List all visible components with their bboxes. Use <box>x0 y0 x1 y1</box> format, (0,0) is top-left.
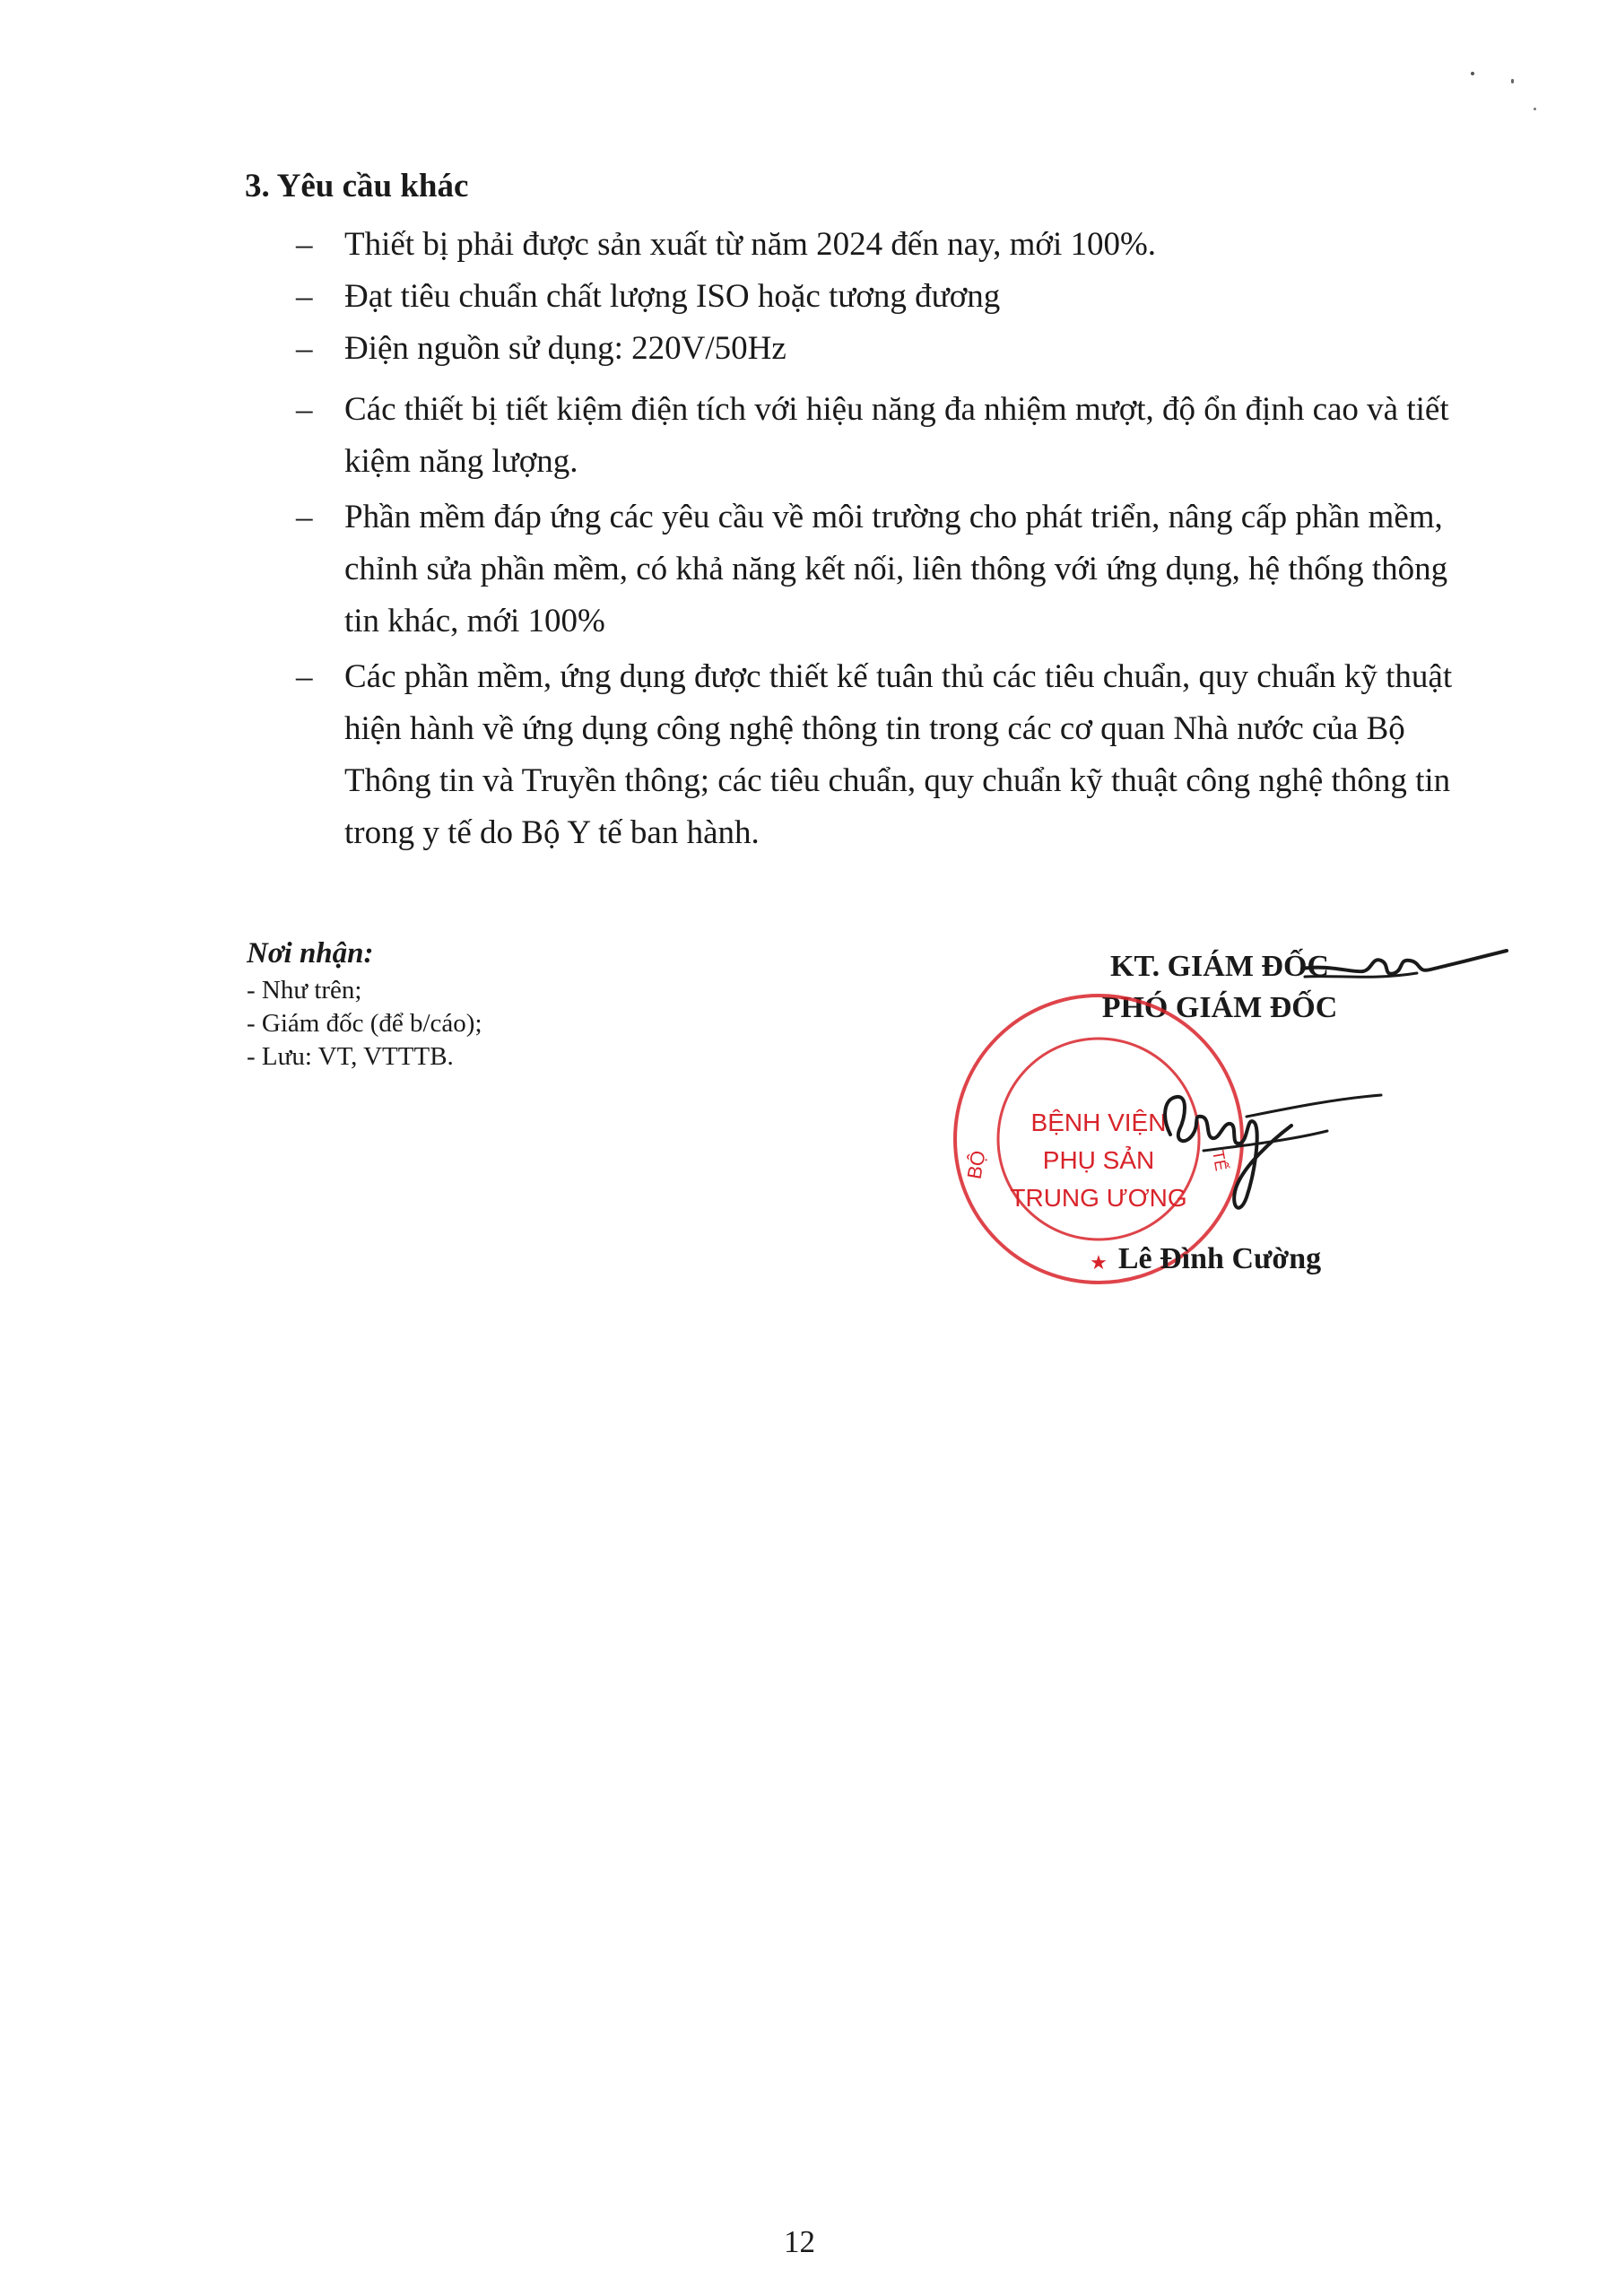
recipient-item: - Giám đốc (để b/cáo); <box>247 1009 482 1038</box>
stamp-line: BỆNH VIỆN <box>1030 1109 1167 1136</box>
stamp-line: TRUNG ƯƠNG <box>1010 1184 1187 1212</box>
signer-title-line1: KT. GIÁM ĐỐC <box>1110 950 1329 983</box>
signature-block <box>951 937 1596 1296</box>
signer-name: Lê Đình Cường <box>1117 1242 1322 1275</box>
list-item-text: Điện nguồn sử dụng: 220V/50Hz <box>344 330 786 367</box>
signer-title-line2: PHÓ GIÁM ĐỐC <box>1101 991 1338 1024</box>
list-item-text: Phần mềm đáp ứng các yêu cầu về môi trường cho phát triển, nâng cấp phần mềm, chỉnh sửa phần mềm, có khả năng kết nối, liên thông với ứng dụng, hệ thống thông tin khác, mới 100% <box>344 499 1448 639</box>
list-item-text: Thiết bị phải được sản xuất từ năm 2024 đến nay, mới 100%. <box>344 226 1157 263</box>
scan-speck <box>1534 108 1536 110</box>
recipient-item: - Lưu: VT, VTTTB. <box>247 1042 454 1071</box>
list-dash: – <box>296 391 313 428</box>
section-heading: 3. Yêu cầu khác <box>245 168 469 204</box>
list-item-text: Đạt tiêu chuẩn chất lượng ISO hoặc tương đương <box>344 278 1001 315</box>
scan-speck <box>1471 72 1474 75</box>
stamp-line: PHỤ SẢN <box>1042 1146 1155 1174</box>
list-dash: – <box>296 278 313 315</box>
list-dash: – <box>296 330 313 367</box>
stamp-star-icon: ★ <box>1090 1252 1108 1274</box>
list-dash: – <box>296 226 313 263</box>
recipients-block <box>247 937 482 1074</box>
list-item-text: Các thiết bị tiết kiệm điện tích với hiệu năng đa nhiệm mượt, độ ổn định cao và tiết kiệm năng lượng. <box>344 391 1449 480</box>
stamp-side-text: TẾ <box>1209 1148 1230 1173</box>
list-dash: – <box>296 658 313 695</box>
scan-speck <box>1511 79 1514 83</box>
recipients-list <box>247 974 482 1074</box>
page-number: 12 <box>784 2224 815 2259</box>
recipients-title: Nơi nhận: <box>247 937 374 970</box>
stamp-side-text: BỘ <box>962 1148 990 1181</box>
list-item-text: Các phần mềm, ứng dụng được thiết kế tuân thủ các tiêu chuẩn, quy chuẩn kỹ thuật hiện hành về ứng dụng công nghệ thông tin trong các cơ quan Nhà nước của Bộ Thông tin và Truyền thông; các tiêu chuẩn, quy chuẩn kỹ thuật công nghệ thông tin trong y tế do Bộ Y tế ban hành. <box>344 658 1453 851</box>
recipient-item: - Như trên; <box>247 976 362 1004</box>
list-dash: – <box>296 499 313 535</box>
